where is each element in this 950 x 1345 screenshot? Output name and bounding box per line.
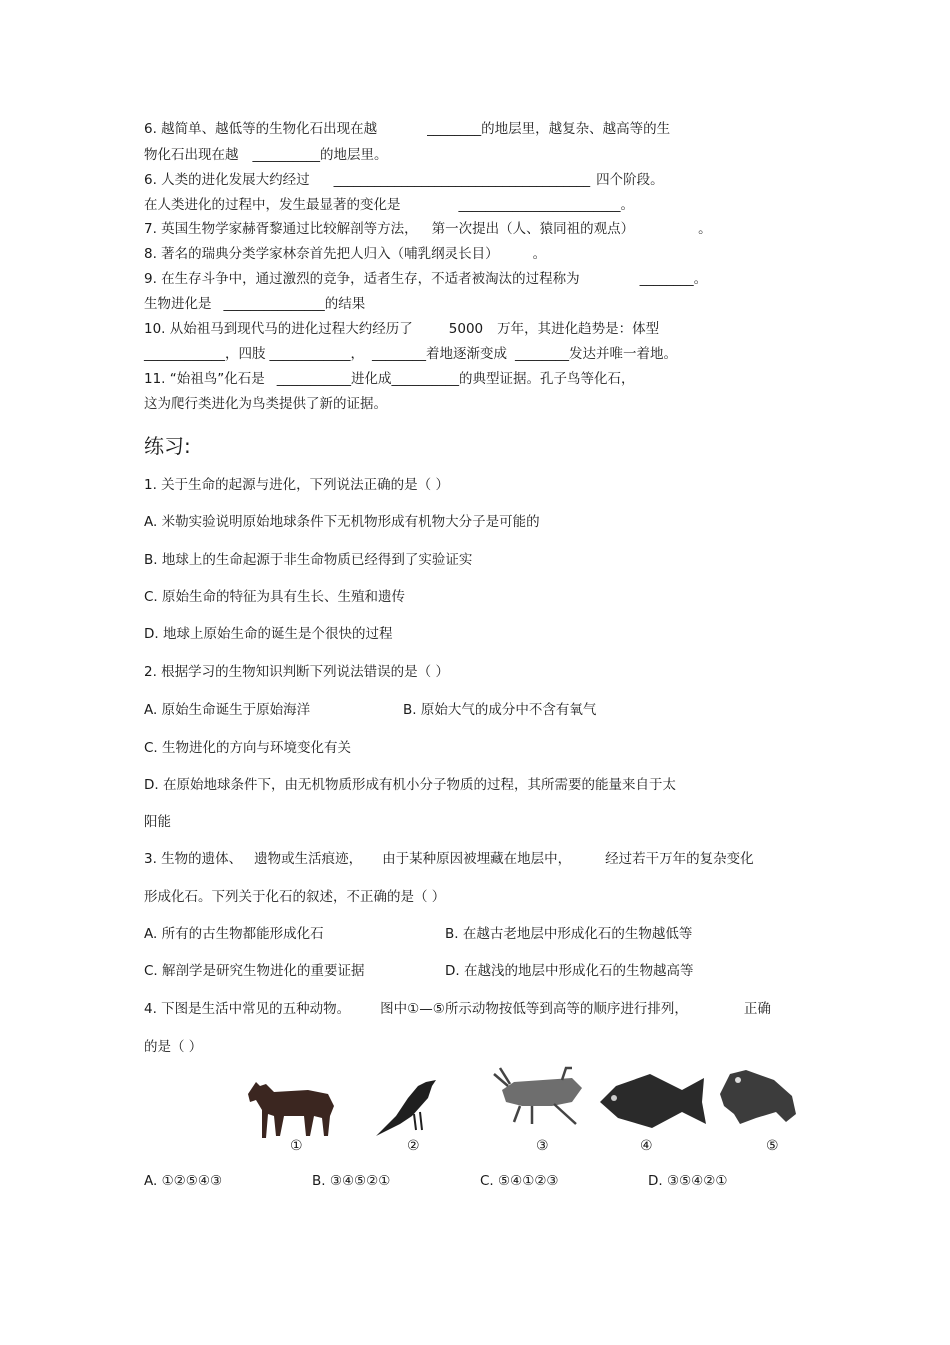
blank[interactable]: ________ [639,271,694,287]
q2-option-a[interactable]: A. 原始生命诞生于原始海洋 [144,702,311,718]
text: 四个阶段。 [596,172,664,188]
q9-line2 [144,295,365,313]
text: 。 [532,246,547,262]
text: 万年，其进化趋势是：体型 [497,321,660,337]
text: 。 [693,271,708,287]
q4-option-c[interactable]: C. ⑤④①②③ [480,1173,559,1189]
q6a-line1 [144,120,670,138]
q10-line1 [144,320,659,338]
q8-line [144,245,546,263]
q3-stem-line2: 形成化石。下列关于化石的叙述，不正确的是（ ） [144,889,446,905]
text: 生物进化是 [144,296,212,312]
blank[interactable]: __________ [252,147,320,163]
text: 的结果 [324,296,366,312]
q4-stem-line1 [144,1000,771,1018]
q1-option-c[interactable]: C. 原始生命的特征为具有生长、生殖和遗传 [144,589,406,605]
blank[interactable]: ___________ [276,371,351,387]
text: 正确 [743,1001,771,1017]
grasshopper-image [492,1066,588,1136]
text: 10. 从始祖马到现代马的进化过程大约经历了 [144,321,413,337]
fish-image [596,1066,712,1138]
q11-line1 [144,370,635,388]
text: 6. 越简单、越低等的生物化石出现在越 [144,121,378,137]
q1-stem: 1. 关于生命的起源与进化，下列说法正确的是（ ） [144,477,449,493]
blank[interactable]: ______________________________________ [333,172,591,188]
blank[interactable]: ________________________ [458,197,621,213]
text: 由于某种原因被埋藏在地层中， [382,851,572,867]
text: 物化石出现在越 [144,147,239,163]
q3-option-c[interactable]: C. 解剖学是研究生物进化的重要证据 [144,963,365,979]
text: 7. 英国生物学家赫胥黎通过比较解剖等方法， [144,221,418,237]
q4-stem-line2: 的是（ ） [144,1039,203,1055]
text: 9. 在生存斗争中，通过激烈的竞争，适者生存，不适者被淘汰的过程称为 [144,271,580,287]
q11-line2 [144,395,387,413]
text: 发达并唯一着地。 [569,346,677,362]
text: 遗物或生活痕迹， [254,851,363,867]
blank[interactable]: _______________ [223,296,325,312]
text: ， [350,346,364,362]
q6b-line1 [144,171,664,189]
text: 进化成 [351,371,392,387]
q3-option-d[interactable]: D. 在越浅的地层中形成化石的生物越高等 [445,963,694,979]
q1-option-b[interactable]: B. 地球上的生命起源于非生命物质已经得到了实验证实 [144,552,473,568]
q10-line2 [144,345,677,363]
q6a-line2 [144,146,388,164]
blank[interactable]: ____________ [144,346,225,362]
label-1: ① [290,1138,303,1154]
q2-option-d[interactable]: D. 在原始地球条件下，由无机物质形成有机小分子物质的过程，其所需要的能量来自于太 [144,777,676,793]
q3-stem-line1 [144,850,754,868]
bird-image [370,1076,444,1138]
q2-option-b[interactable]: B. 原始大气的成分中不含有氧气 [403,702,597,718]
q2-option-d-cont: 阳能 [144,814,171,830]
blank[interactable]: ________ [427,121,482,137]
q7-line [144,220,712,238]
text: 这为爬行类进化为鸟类提供了新的证据。 [144,396,387,412]
q6b-line2 [144,196,634,214]
q1-option-d[interactable]: D. 地球上原始生命的诞生是个很快的过程 [144,626,393,642]
frog-image [716,1066,800,1128]
blank[interactable]: ____________ [269,346,351,362]
text: 图中①—⑤所示动物按低等到高等的顺序进行排列， [380,1001,688,1017]
q2-option-c[interactable]: C. 生物进化的方向与环境变化有关 [144,740,352,756]
text: 4. 下图是生活中常见的五种动物。 [144,1001,351,1017]
q4-option-d[interactable]: D. ③⑤④②① [648,1173,728,1189]
label-4: ④ [640,1138,653,1154]
q1-option-a[interactable]: A. 米勒实验说明原始地球条件下无机物形成有机物大分子是可能的 [144,514,540,530]
q2-stem: 2. 根据学习的生物知识判断下列说法错误的是（ ） [144,664,449,680]
text: 。 [620,197,634,213]
label-5: ⑤ [766,1138,779,1154]
q4-option-a[interactable]: A. ①②⑤④③ [144,1173,223,1189]
text: 第一次提出（人、猿同祖的观点） [431,221,635,237]
text: 3. 生物的遗体、 [144,851,243,867]
blank[interactable]: ________ [515,346,569,362]
text: 5000 [448,321,484,337]
q3-option-b[interactable]: B. 在越古老地层中形成化石的生物越低等 [445,926,693,942]
text: ，四肢 [225,346,266,362]
text: 11. “始祖鸟”化石是 [144,371,265,387]
text: 的地层里，越复杂、越高等的生 [481,121,671,137]
text: 经过若干万年的复杂变化 [605,851,754,867]
label-3: ③ [536,1138,549,1154]
horse-image [244,1076,339,1140]
text: 的地层里。 [320,147,388,163]
text: 6. 人类的进化发展大约经过 [144,172,310,188]
text: 8. 著名的瑞典分类学家林奈首先把人归入（哺乳纲灵长目） [144,246,499,262]
text: 。 [698,221,712,237]
q3-option-a[interactable]: A. 所有的古生物都能形成化石 [144,926,324,942]
text: 的典型证据。孔子鸟等化石， [459,371,635,387]
q9-line1 [144,270,707,288]
text: 在人类进化的过程中，发生最显著的变化是 [144,197,401,213]
practice-heading: 练习: [144,434,191,458]
q4-option-b[interactable]: B. ③④⑤②① [312,1173,391,1189]
blank[interactable]: ________ [372,346,426,362]
label-2: ② [407,1138,420,1154]
text: 着地逐渐变成 [426,346,507,362]
blank[interactable]: __________ [391,371,459,387]
